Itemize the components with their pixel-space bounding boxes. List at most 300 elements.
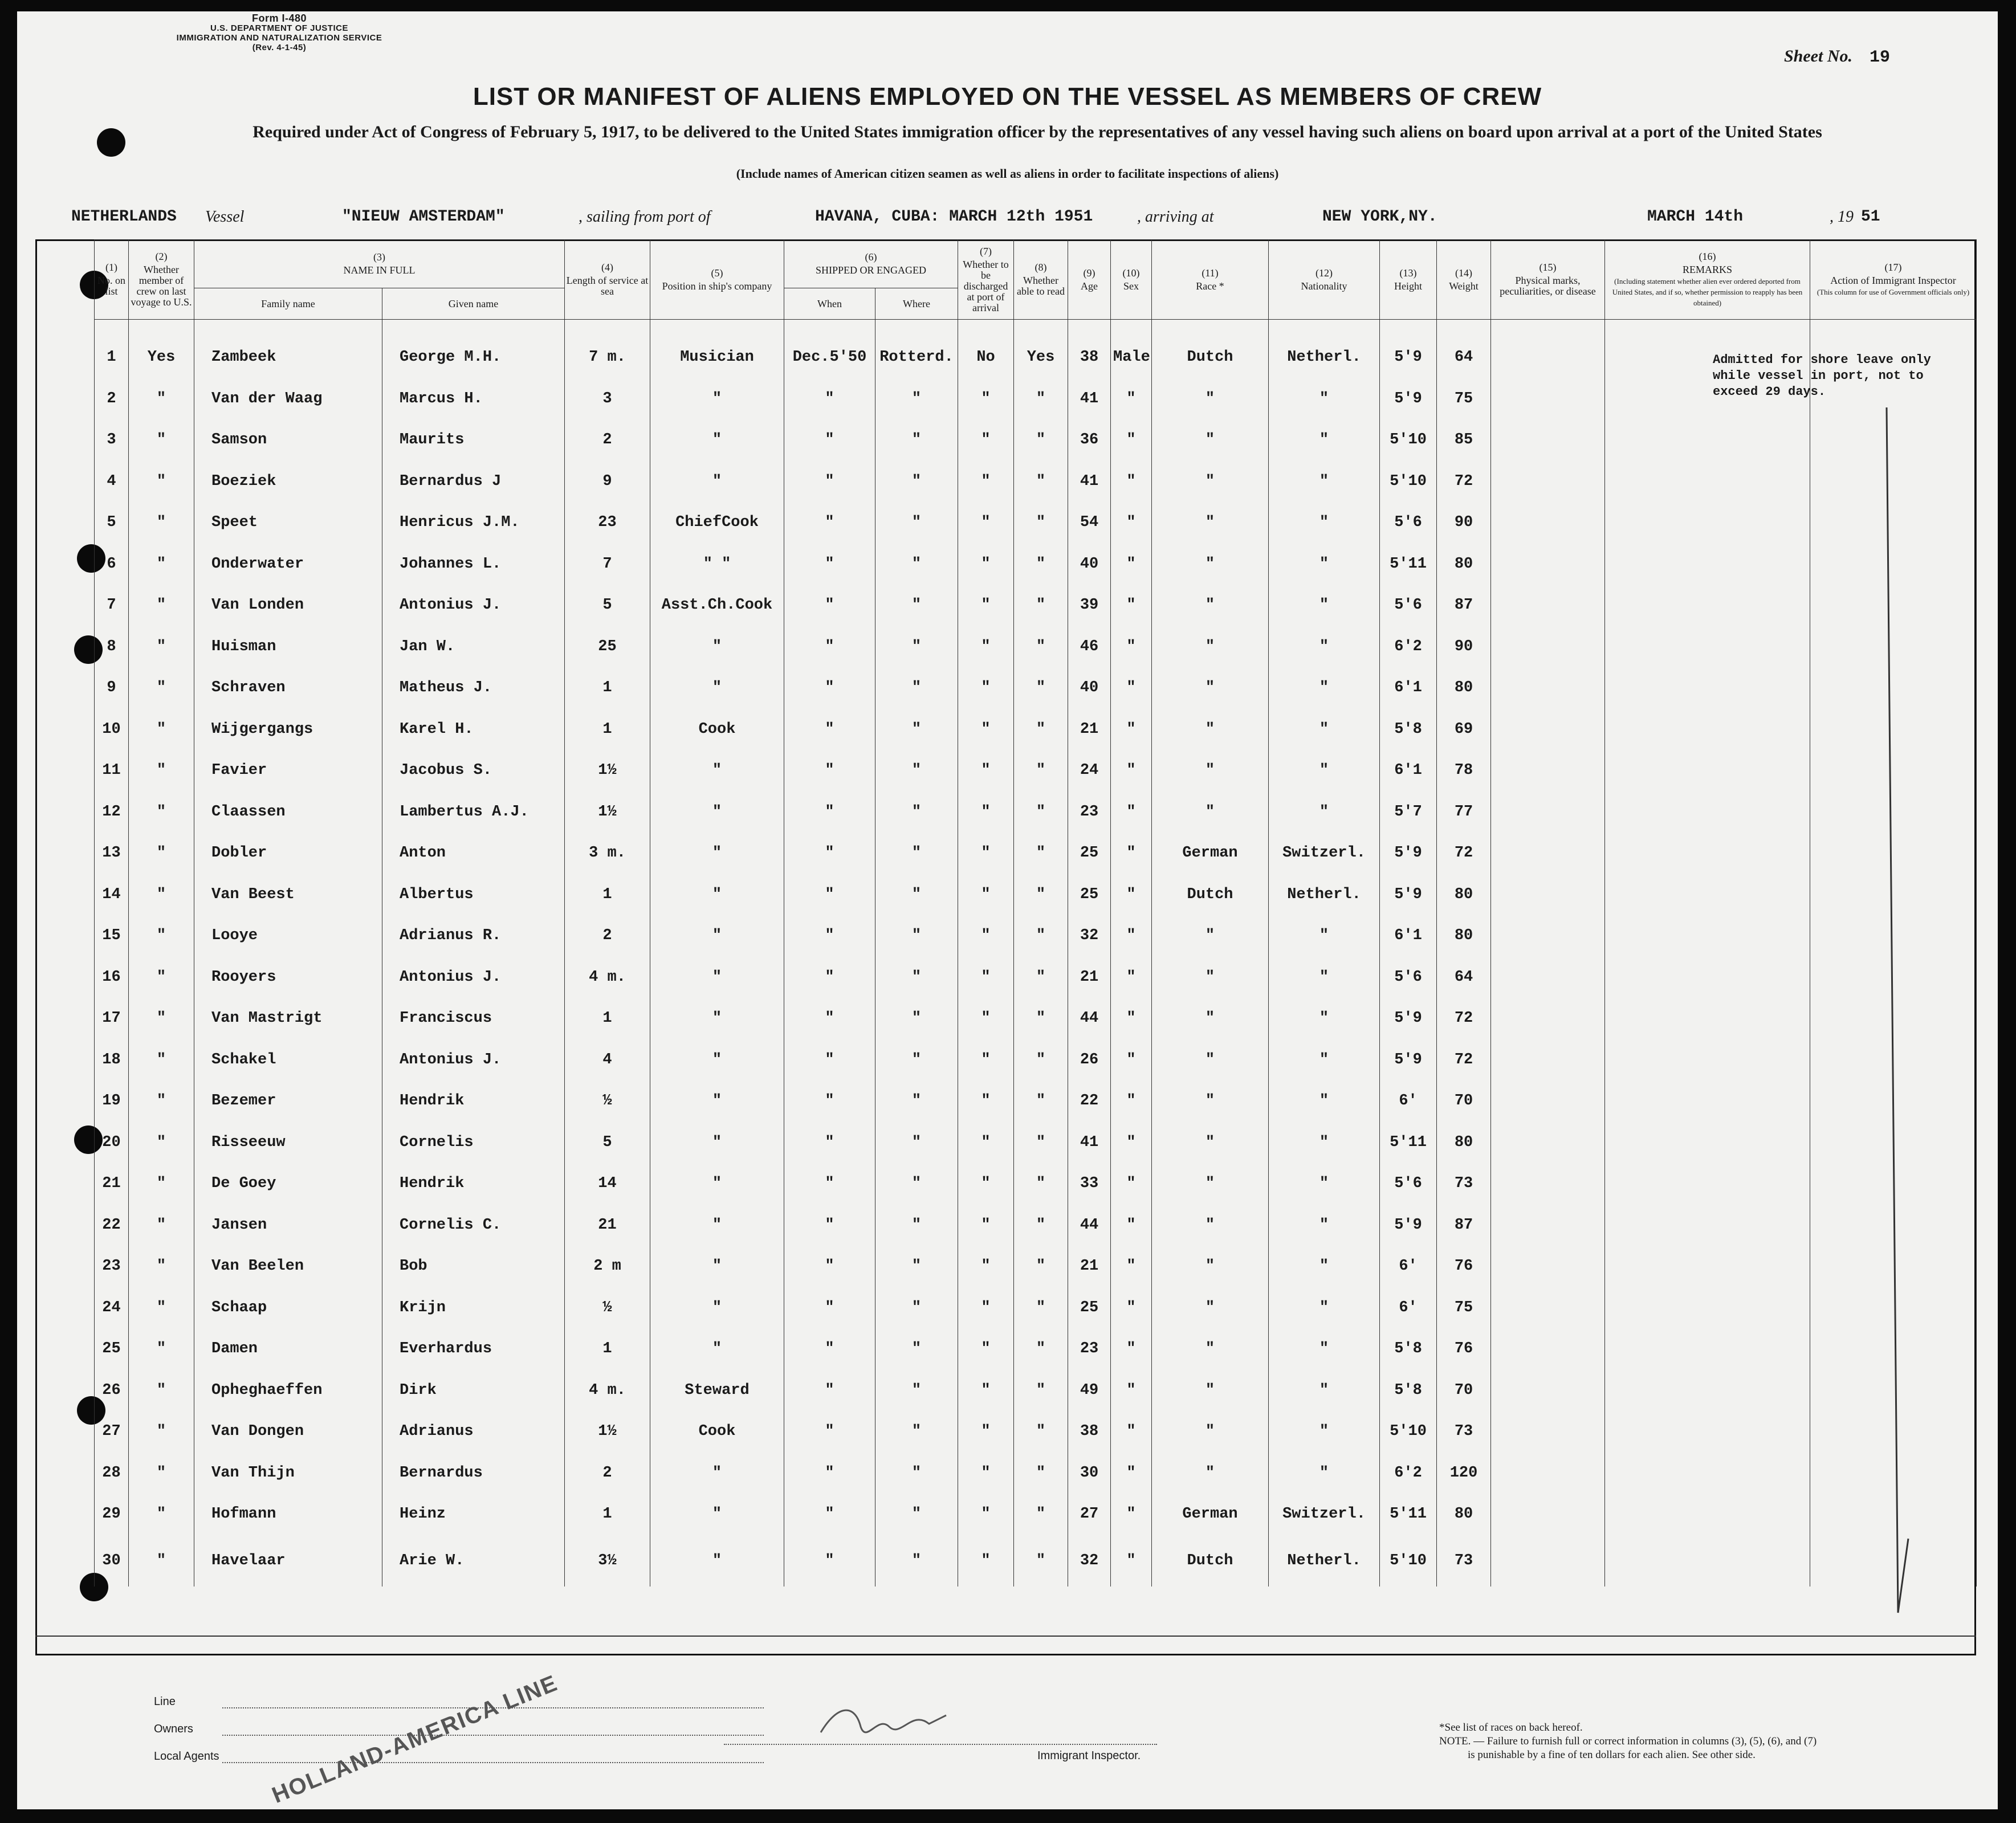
cell-family-name: Onderwater (194, 544, 382, 585)
cell-when: " (784, 1205, 875, 1246)
cell-service-length: 2 m (565, 1246, 650, 1287)
voyage-line (17, 208, 1998, 231)
cell-weight: 76 (1437, 1246, 1491, 1287)
page-title: LIST OR MANIFEST OF ALIENS EMPLOYED ON THE VESSEL AS MEMBERS OF CREW (473, 83, 1542, 111)
table-row (95, 998, 1977, 1039)
cell-remarks (1605, 1411, 1810, 1453)
cell-sex: " (1111, 1122, 1152, 1164)
cell-given-name: Jacobus S. (382, 750, 565, 792)
remarks-line: Admitted for shore leave only (1713, 353, 1931, 367)
sailing-label: , sailing from port of (579, 208, 711, 226)
cell-height: 6'1 (1380, 667, 1437, 709)
cell-when: " (784, 1494, 875, 1535)
table-row (95, 957, 1977, 998)
punch-hole (97, 128, 125, 157)
cell-last-voyage: " (129, 626, 194, 668)
cell-given-name: Anton (382, 833, 565, 874)
cell-no: 1 (95, 320, 129, 378)
vessel-flag: NETHERLANDS (71, 208, 177, 226)
cell-service-length: 4 m. (565, 957, 650, 998)
cell-sex: " (1111, 1535, 1152, 1587)
cell-discharged: " (958, 378, 1014, 420)
cell-age: 24 (1068, 750, 1111, 792)
cell-given-name: George M.H. (382, 320, 565, 378)
remarks-line: while vessel in port, not to (1713, 369, 1924, 383)
cell-position: " (650, 1535, 784, 1587)
cell-height: 5'10 (1380, 1411, 1437, 1453)
cell-where: " (875, 1122, 958, 1164)
service-name: IMMIGRATION AND NATURALIZATION SERVICE (176, 33, 382, 43)
cell-when: " (784, 461, 875, 503)
cell-weight: 120 (1437, 1453, 1491, 1494)
sheet-number-label: Sheet No. (1784, 47, 1852, 66)
cell-family-name: Samson (194, 419, 382, 461)
cell-no: 10 (95, 709, 129, 751)
cell-sex: " (1111, 1494, 1152, 1535)
cell-given-name: Bernardus (382, 1453, 565, 1494)
cell-no: 19 (95, 1080, 129, 1122)
cell-height: 5'7 (1380, 792, 1437, 833)
cell-discharged: " (958, 1370, 1014, 1412)
col-header-height: (13) Height (1380, 240, 1437, 320)
cell-read: " (1014, 709, 1068, 751)
cell-nationality: " (1269, 378, 1380, 420)
table-row (95, 585, 1977, 626)
cell-when: " (784, 750, 875, 792)
cell-no: 15 (95, 915, 129, 957)
cell-service-length: 1 (565, 667, 650, 709)
cell-service-length: 3½ (565, 1535, 650, 1587)
cell-when: " (784, 874, 875, 916)
col-header-remarks: (16) REMARKS (Including statement whether alien ever ordered deported from United States, and if so, whether permission to reapply has been obtained) (1605, 240, 1810, 320)
col-header-sex: (10) Sex (1111, 240, 1152, 320)
cell-race: " (1152, 915, 1269, 957)
inspector-label: Immigrant Inspector. (1037, 1749, 1141, 1762)
cell-height: 5'6 (1380, 1163, 1437, 1205)
cell-age: 38 (1068, 320, 1111, 378)
cell-race: German (1152, 1494, 1269, 1535)
cell-service-length: 4 m. (565, 1370, 650, 1412)
cell-when: " (784, 1370, 875, 1412)
cell-physical-marks (1491, 874, 1605, 916)
header-row-top (95, 240, 1977, 288)
cell-given-name: Maurits (382, 419, 565, 461)
remarks-note (1713, 352, 1931, 400)
cell-no: 4 (95, 461, 129, 503)
table-row (95, 750, 1977, 792)
cell-where: " (875, 998, 958, 1039)
table-row (95, 667, 1977, 709)
cell-read: " (1014, 1328, 1068, 1370)
cell-family-name: Van Dongen (194, 1411, 382, 1453)
cell-last-voyage: " (129, 1494, 194, 1535)
cell-discharged: " (958, 874, 1014, 916)
cell-where: " (875, 1494, 958, 1535)
cell-nationality: " (1269, 667, 1380, 709)
cell-weight: 72 (1437, 1039, 1491, 1081)
cell-given-name: Albertus (382, 874, 565, 916)
cell-remarks (1605, 585, 1810, 626)
cell-remarks (1605, 1453, 1810, 1494)
cell-position: " (650, 792, 784, 833)
cell-age: 25 (1068, 833, 1111, 874)
cell-age: 21 (1068, 957, 1111, 998)
cell-discharged: " (958, 1039, 1014, 1081)
cell-read: " (1014, 957, 1068, 998)
cell-weight: 87 (1437, 585, 1491, 626)
cell-where: " (875, 1163, 958, 1205)
cell-nationality: " (1269, 1411, 1380, 1453)
cell-read: " (1014, 1039, 1068, 1081)
cell-service-length: 1½ (565, 750, 650, 792)
cell-remarks (1605, 833, 1810, 874)
footer-agents-field (154, 1736, 764, 1763)
cell-read: " (1014, 1411, 1068, 1453)
page-subtitle: Required under Act of Congress of February 5, 1917, to be delivered to the United States immigration officer by the representatives of any vessel having such aliens on board upon arrival at a port of the United States (252, 123, 1822, 141)
cell-weight: 76 (1437, 1328, 1491, 1370)
cell-last-voyage: " (129, 1287, 194, 1329)
cell-where: " (875, 544, 958, 585)
cell-service-length: 1½ (565, 792, 650, 833)
col-header-weight: (14) Weight (1437, 240, 1491, 320)
cell-no: 21 (95, 1163, 129, 1205)
inspector-signature (815, 1693, 958, 1755)
cell-height: 5'10 (1380, 1535, 1437, 1587)
cell-given-name: Antonius J. (382, 957, 565, 998)
cell-age: 39 (1068, 585, 1111, 626)
cell-nationality: " (1269, 1122, 1380, 1164)
cell-given-name: Heinz (382, 1494, 565, 1535)
table-row (95, 1453, 1977, 1494)
cell-physical-marks (1491, 957, 1605, 998)
cell-discharged: " (958, 1453, 1014, 1494)
cell-nationality: " (1269, 750, 1380, 792)
col-header-service-length: (4) Length of service at sea (565, 240, 650, 320)
cell-age: 44 (1068, 1205, 1111, 1246)
cell-height: 5'10 (1380, 419, 1437, 461)
cell-service-length: 1 (565, 874, 650, 916)
cell-age: 41 (1068, 378, 1111, 420)
cell-read: " (1014, 502, 1068, 544)
cell-remarks (1605, 709, 1810, 751)
cell-weight: 72 (1437, 998, 1491, 1039)
cell-read: " (1014, 544, 1068, 585)
cell-discharged: " (958, 1246, 1014, 1287)
cell-when: " (784, 1080, 875, 1122)
cell-discharged: " (958, 1494, 1014, 1535)
cell-height: 6' (1380, 1080, 1437, 1122)
cell-height: 5'6 (1380, 957, 1437, 998)
remarks-line: exceed 29 days. (1713, 385, 1826, 399)
cell-read: " (1014, 667, 1068, 709)
cell-discharged: " (958, 1080, 1014, 1122)
cell-last-voyage: " (129, 750, 194, 792)
cell-last-voyage: " (129, 585, 194, 626)
col-header-discharged: (7) Whether to be discharged at port of arrival (958, 240, 1014, 320)
cell-where: " (875, 792, 958, 833)
cell-age: 40 (1068, 544, 1111, 585)
cell-age: 32 (1068, 915, 1111, 957)
cell-discharged: " (958, 1411, 1014, 1453)
cell-race: " (1152, 626, 1269, 668)
cell-service-length: 3 m. (565, 833, 650, 874)
cell-no: 12 (95, 792, 129, 833)
cell-age: 54 (1068, 502, 1111, 544)
cell-position: " (650, 1080, 784, 1122)
cell-remarks (1605, 915, 1810, 957)
cell-service-length: 1 (565, 709, 650, 751)
cell-position: ChiefCook (650, 502, 784, 544)
cell-last-voyage: " (129, 667, 194, 709)
cell-race: " (1152, 667, 1269, 709)
table-row (95, 1411, 1977, 1453)
cell-last-voyage: " (129, 419, 194, 461)
cell-no: 17 (95, 998, 129, 1039)
table-row (95, 1370, 1977, 1412)
cell-race: " (1152, 1039, 1269, 1081)
cell-where: " (875, 1328, 958, 1370)
cell-when: " (784, 1287, 875, 1329)
cell-given-name: Antonius J. (382, 1039, 565, 1081)
cell-family-name: Van Thijn (194, 1453, 382, 1494)
cell-read: " (1014, 1535, 1068, 1587)
cell-position: Steward (650, 1370, 784, 1412)
cell-age: 38 (1068, 1411, 1111, 1453)
cell-sex: " (1111, 1080, 1152, 1122)
cell-remarks (1605, 1287, 1810, 1329)
cell-family-name: Havelaar (194, 1535, 382, 1587)
cell-height: 5'6 (1380, 585, 1437, 626)
cell-age: 26 (1068, 1039, 1111, 1081)
table-row (95, 915, 1977, 957)
cell-remarks (1605, 1122, 1810, 1164)
cell-service-length: 1½ (565, 1411, 650, 1453)
cell-race: " (1152, 957, 1269, 998)
cell-nationality: " (1269, 1080, 1380, 1122)
cell-race: Dutch (1152, 320, 1269, 378)
cell-physical-marks (1491, 1039, 1605, 1081)
cell-discharged: " (958, 709, 1014, 751)
cell-family-name: Boeziek (194, 461, 382, 503)
cell-read: " (1014, 585, 1068, 626)
cell-weight: 69 (1437, 709, 1491, 751)
cell-where: " (875, 378, 958, 420)
cell-position: Asst.Ch.Cook (650, 585, 784, 626)
table-row (95, 833, 1977, 874)
col-header-no: (1) No. on list (95, 240, 129, 320)
cell-where: " (875, 585, 958, 626)
cell-last-voyage: " (129, 1246, 194, 1287)
footer-agents-dots (222, 1762, 764, 1763)
cell-family-name: Risseeuw (194, 1122, 382, 1164)
cell-family-name: Dobler (194, 833, 382, 874)
footer-divider (35, 1636, 1976, 1637)
cell-family-name: De Goey (194, 1163, 382, 1205)
cell-read: " (1014, 626, 1068, 668)
cell-when: Dec.5'50 (784, 320, 875, 378)
cell-discharged: " (958, 915, 1014, 957)
cell-race: Dutch (1152, 874, 1269, 916)
cell-service-length: 14 (565, 1163, 650, 1205)
cell-nationality: " (1269, 709, 1380, 751)
cell-no: 3 (95, 419, 129, 461)
cell-position: " " (650, 544, 784, 585)
cell-given-name: Krijn (382, 1287, 565, 1329)
cell-no: 22 (95, 1205, 129, 1246)
cell-family-name: Opheghaeffen (194, 1370, 382, 1412)
cell-discharged: " (958, 1328, 1014, 1370)
cell-physical-marks (1491, 1163, 1605, 1205)
company-stamp: HOLLAND-AMERICA LINE (268, 1670, 561, 1808)
cell-race: " (1152, 792, 1269, 833)
cell-when: " (784, 502, 875, 544)
cell-height: 5'11 (1380, 544, 1437, 585)
cell-discharged: " (958, 1535, 1014, 1587)
cell-read: " (1014, 1287, 1068, 1329)
cell-remarks (1605, 502, 1810, 544)
cell-physical-marks (1491, 1328, 1605, 1370)
cell-family-name: Hofmann (194, 1494, 382, 1535)
cell-position: " (650, 874, 784, 916)
cell-no: 20 (95, 1122, 129, 1164)
cell-service-length: 3 (565, 378, 650, 420)
cell-service-length: 1 (565, 998, 650, 1039)
cell-weight: 80 (1437, 915, 1491, 957)
cell-sex: " (1111, 874, 1152, 916)
footer-owners-dots (222, 1735, 764, 1736)
table-row (95, 1246, 1977, 1287)
cell-last-voyage: " (129, 1080, 194, 1122)
cell-age: 36 (1068, 419, 1111, 461)
cell-physical-marks (1491, 1205, 1605, 1246)
cell-position: Cook (650, 709, 784, 751)
col-header-physical-marks: (15) Physical marks, peculiarities, or disease (1491, 240, 1605, 320)
cell-last-voyage: " (129, 1328, 194, 1370)
inspector-check-mark (1875, 405, 1915, 1618)
cell-no: 29 (95, 1494, 129, 1535)
table-row (95, 1328, 1977, 1370)
cell-when: " (784, 626, 875, 668)
cell-when: " (784, 1039, 875, 1081)
table-row (95, 709, 1977, 751)
cell-race: " (1152, 1328, 1269, 1370)
cell-last-voyage: " (129, 709, 194, 751)
table-row (95, 544, 1977, 585)
cell-race: " (1152, 502, 1269, 544)
cell-position: " (650, 750, 784, 792)
cell-nationality: " (1269, 1370, 1380, 1412)
cell-weight: 70 (1437, 1080, 1491, 1122)
cell-service-length: 2 (565, 1453, 650, 1494)
cell-last-voyage: " (129, 957, 194, 998)
cell-read: " (1014, 915, 1068, 957)
cell-discharged: " (958, 667, 1014, 709)
cell-where: " (875, 957, 958, 998)
cell-when: " (784, 544, 875, 585)
cell-service-length: ½ (565, 1080, 650, 1122)
cell-where: " (875, 461, 958, 503)
cell-remarks (1605, 750, 1810, 792)
cell-family-name: Jansen (194, 1205, 382, 1246)
page-note: (Include names of American citizen seamen as well as aliens in order to facilitate inspections of aliens) (736, 166, 1279, 181)
cell-sex: " (1111, 419, 1152, 461)
cell-when: " (784, 378, 875, 420)
cell-physical-marks (1491, 626, 1605, 668)
cell-nationality: Switzerl. (1269, 833, 1380, 874)
cell-height: 5'9 (1380, 378, 1437, 420)
cell-family-name: Schraven (194, 667, 382, 709)
cell-age: 30 (1068, 1453, 1111, 1494)
cell-where: " (875, 874, 958, 916)
cell-service-length: 2 (565, 419, 650, 461)
cell-race: " (1152, 1453, 1269, 1494)
cell-last-voyage: " (129, 502, 194, 544)
cell-where: " (875, 709, 958, 751)
cell-service-length: 5 (565, 585, 650, 626)
cell-service-length: 21 (565, 1205, 650, 1246)
cell-last-voyage: " (129, 1370, 194, 1412)
cell-race: " (1152, 750, 1269, 792)
table-row (95, 1287, 1977, 1329)
cell-read: " (1014, 750, 1068, 792)
cell-no: 5 (95, 502, 129, 544)
cell-where: " (875, 750, 958, 792)
cell-weight: 87 (1437, 1205, 1491, 1246)
cell-physical-marks (1491, 1453, 1605, 1494)
col-header-inspector-action: (17) Action of Immigrant Inspector (This column for use of Government officials only) (1810, 240, 1977, 320)
cell-service-length: ½ (565, 1287, 650, 1329)
cell-weight: 90 (1437, 626, 1491, 668)
cell-position: " (650, 1246, 784, 1287)
cell-read: " (1014, 1205, 1068, 1246)
cell-no: 25 (95, 1328, 129, 1370)
cell-physical-marks (1491, 750, 1605, 792)
cell-sex: " (1111, 1370, 1152, 1412)
cell-no: 13 (95, 833, 129, 874)
cell-no: 11 (95, 750, 129, 792)
col-header-age: (9) Age (1068, 240, 1111, 320)
cell-sex: " (1111, 915, 1152, 957)
cell-remarks (1605, 667, 1810, 709)
cell-sex: " (1111, 1205, 1152, 1246)
cell-weight: 90 (1437, 502, 1491, 544)
cell-where: " (875, 419, 958, 461)
cell-race: " (1152, 585, 1269, 626)
cell-discharged: " (958, 833, 1014, 874)
cell-remarks (1605, 626, 1810, 668)
cell-age: 21 (1068, 1246, 1111, 1287)
cell-discharged: " (958, 957, 1014, 998)
cell-last-voyage: Yes (129, 320, 194, 378)
cell-where: " (875, 1205, 958, 1246)
cell-last-voyage: " (129, 461, 194, 503)
cell-race: " (1152, 998, 1269, 1039)
cell-sex: " (1111, 1287, 1152, 1329)
cell-family-name: Looye (194, 915, 382, 957)
footer-agents-label: Local Agents (154, 1750, 219, 1763)
table-row (95, 1494, 1977, 1535)
cell-height: 5'8 (1380, 1328, 1437, 1370)
cell-race: " (1152, 1370, 1269, 1412)
cell-read: " (1014, 998, 1068, 1039)
cell-last-voyage: " (129, 1039, 194, 1081)
table-row (95, 626, 1977, 668)
cell-family-name: Speet (194, 502, 382, 544)
cell-given-name: Everhardus (382, 1328, 565, 1370)
cell-when: " (784, 792, 875, 833)
cell-position: Cook (650, 1411, 784, 1453)
cell-service-length: 25 (565, 626, 650, 668)
